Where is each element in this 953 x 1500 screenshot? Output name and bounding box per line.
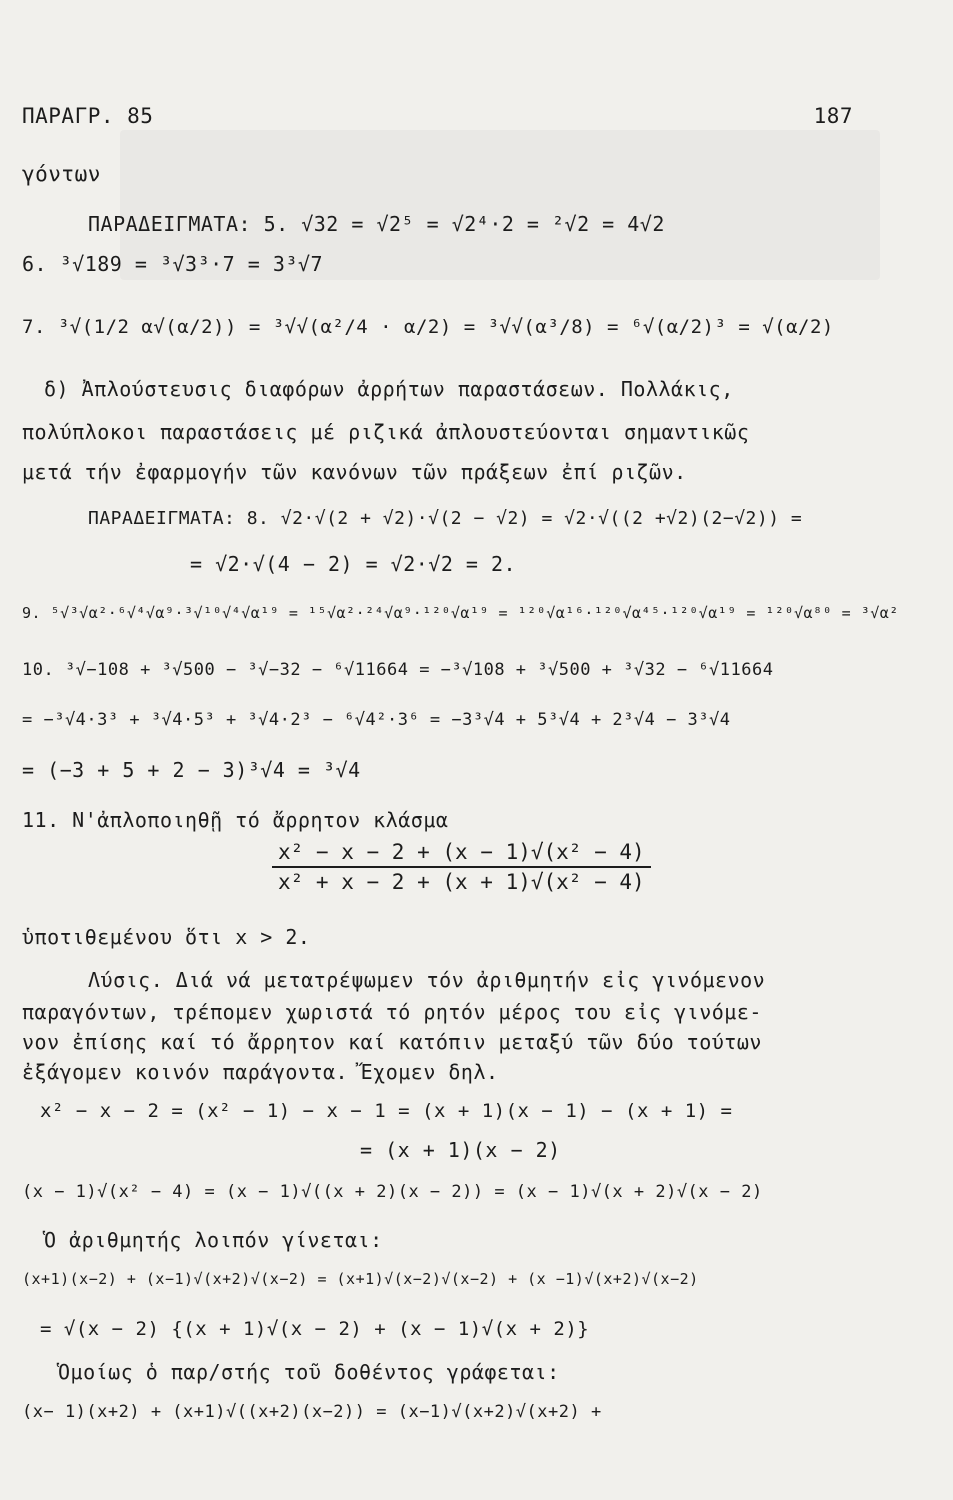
example-line: = (−3 + 5 + 2 − 3)³√4 = ³√4 [22,758,361,782]
fraction [272,840,651,894]
page-number: 187 [813,104,853,128]
equation-line: (x − 1)√(x² − 4) = (x − 1)√((x + 2)(x − 2)) = (x − 1)√(x + 2)√(x − 2) [22,1182,763,1202]
solution-line: Λύσις. Διά νά μετατρέψωμεν τόν ἀριθμητήν εἰς γινόμενον [88,968,766,992]
text-line: ἐξάγομεν κοινόν παράγοντα. Ἔχομεν δηλ. [22,1060,499,1084]
fraction-denominator: x² + x − 2 + (x + 1)√(x² − 4) [278,870,645,894]
example-line: 7. ³√(1/2 α√(α/2)) = ³√√(α²/4 · α/2) = ³√√(α³/8) = ⁶√(α/2)³ = √(α/2) [22,316,834,338]
fraction-numerator: x² − x − 2 + (x − 1)√(x² − 4) [272,840,651,868]
equation-line: = √(x − 2) {(x + 1)√(x − 2) + (x − 1)√(x + 2)} [40,1318,590,1340]
example-line: = √2·√(4 − 2) = √2·√2 = 2. [190,552,517,576]
example-line: 6. ³√189 = ³√3³·7 = 3³√7 [22,252,323,276]
text-line: Ὁ ἀριθμητής λοιπόν γίνεται: [44,1228,383,1252]
example-line: ΠΑΡΑΔΕΙΓΜΑΤΑ: 5. √32 = √2⁵ = √2⁴·2 = ²√2 = 4√2 [88,212,665,236]
text-line: παραγόντων, τρέπομεν χωριστά τό ρητόν μέρος του εἰς γινόμε- [22,1000,762,1024]
equation-line: (x+1)(x−2) + (x−1)√(x+2)√(x−2) = (x+1)√(x−2)√(x−2) + (x −1)√(x+2)√(x−2) [22,1270,699,1288]
running-header: ΠΑΡΑΓΡ. 85 [22,104,154,128]
example-line: = −³√4·3³ + ³√4·5³ + ³√4·2³ − ⁶√4²·3⁶ = −3³√4 + 5³√4 + 2³√4 − 3³√4 [22,710,731,730]
example-line: ΠΑΡΑΔΕΙΓΜΑΤΑ: 8. √2·√(2 + √2)·√(2 − √2) = √2·√((2 +√2)(2−√2)) = [88,508,803,529]
example-line: 9. ⁵√³√α²·⁶√⁴√α⁹·³√¹⁰√⁴√α¹⁹ = ¹⁵√α²·²⁴√α⁹·¹²⁰√α¹⁹ = ¹²⁰√α¹⁶·¹²⁰√α⁴⁵·¹²⁰√α¹⁹ = ¹²⁰√α⁸⁰ = ³√α² [22,604,899,622]
text-line: Ὁμοίως ὁ παρ/στής τοῦ δοθέντος γράφεται: [58,1360,560,1384]
example-line: 10. ³√−108 + ³√500 − ³√−32 − ⁶√11664 = −³√108 + ³√500 + ³√32 − ⁶√11664 [22,660,774,680]
text-line: νον ἐπίσης καί τό ἄρρητον καί κατόπιν μεταξύ τῶν δύο τούτων [22,1030,762,1054]
text-line: 11. Ν'ἀπλοποιηθῇ τό ἄρρητον κλάσμα [22,808,449,832]
text-line: γόντων [22,162,101,186]
text-line: μετά τήν ἐφαρμογήν τῶν κανόνων τῶν πράξεων ἐπί ριζῶν. [22,460,687,484]
equation-line: x² − x − 2 = (x² − 1) − x − 1 = (x + 1)(x − 1) − (x + 1) = [40,1100,733,1122]
equation-line: (x− 1)(x+2) + (x+1)√((x+2)(x−2)) = (x−1)√(x+2)√(x+2) + [22,1402,602,1422]
text-line: ὑποτιθεμένου ὅτι x > 2. [22,925,311,949]
section-heading: δ) Ἀπλούστευσις διαφόρων ἀρρήτων παραστάσεων. Πολλάκις, [44,377,734,401]
text-line: πολύπλοκοι παραστάσεις μέ ριζικά ἀπλουστεύονται σημαντικῶς [22,420,750,444]
equation-line: = (x + 1)(x − 2) [360,1138,561,1162]
